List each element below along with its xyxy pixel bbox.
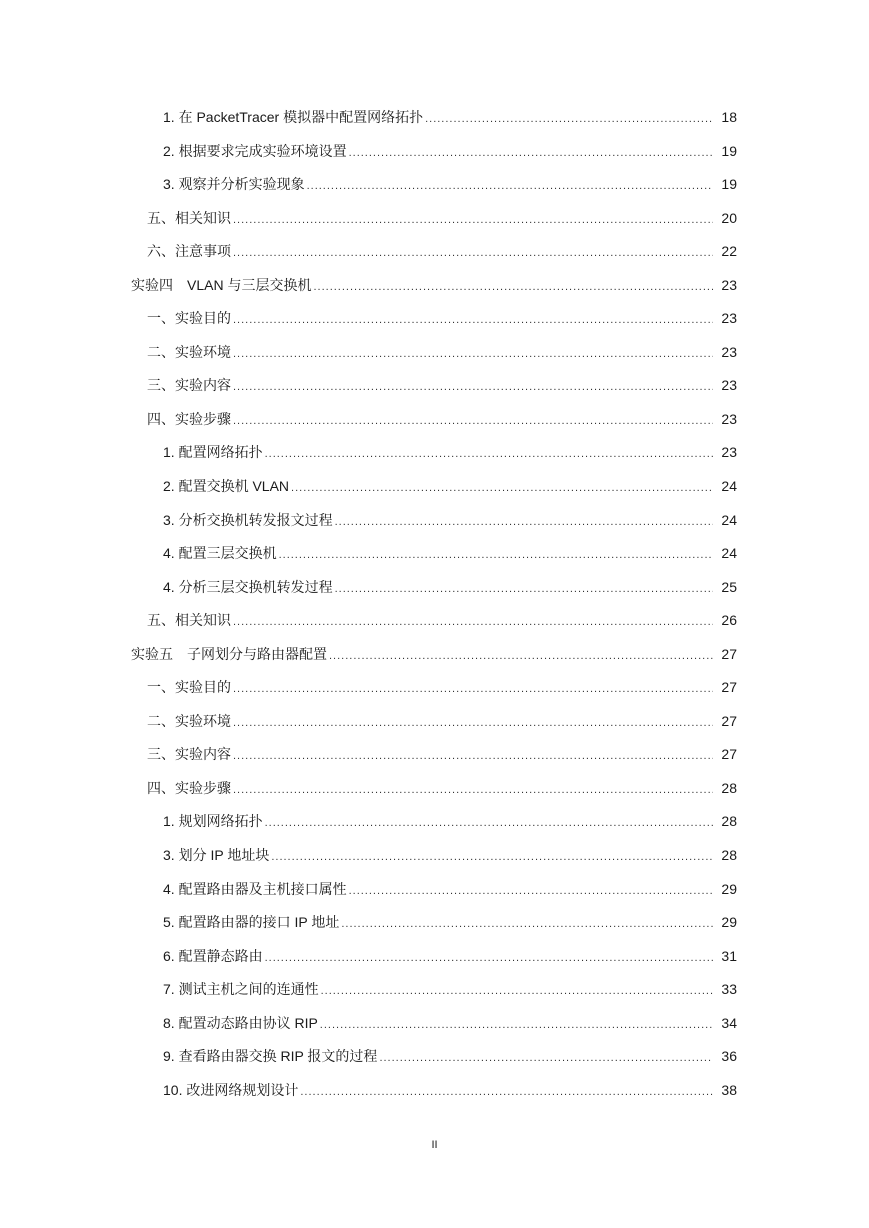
toc-entry-title: 一、实验目的	[147, 310, 231, 327]
toc-dot-leader	[233, 204, 713, 238]
toc-dot-leader	[233, 237, 713, 271]
toc-entry-title: 二、实验环境	[147, 712, 231, 729]
toc-entry-title: 三、实验内容	[147, 746, 231, 763]
toc-entry-page-number: 27	[721, 679, 737, 696]
table-of-contents	[0, 101, 869, 1107]
toc-entry-page-number: 34	[721, 1014, 737, 1031]
toc-entry-title: 4. 分析三层交换机转发过程	[163, 578, 333, 595]
toc-entry[interactable]	[0, 369, 869, 403]
toc-dot-leader	[320, 1009, 713, 1043]
toc-entry-title: 五、相关知识	[147, 209, 231, 226]
toc-entry[interactable]	[0, 738, 869, 772]
toc-entry[interactable]	[0, 1074, 869, 1108]
toc-entry-title: 2. 根据要求完成实验环境设置	[163, 142, 347, 159]
toc-entry[interactable]	[0, 202, 869, 236]
toc-entry-page-number: 20	[721, 209, 737, 226]
toc-entry[interactable]	[0, 403, 869, 437]
toc-entry-title: 7. 测试主机之间的连通性	[163, 981, 319, 998]
toc-dot-leader	[321, 975, 713, 1009]
toc-dot-leader	[265, 807, 713, 841]
toc-entry-title: 3. 观察并分析实验现象	[163, 176, 305, 193]
toc-entry[interactable]	[0, 537, 869, 571]
toc-entry-page-number: 29	[721, 880, 737, 897]
toc-entry-page-number: 23	[721, 310, 737, 327]
toc-entry[interactable]	[0, 940, 869, 974]
toc-entry-title: 4. 配置路由器及主机接口属性	[163, 880, 347, 897]
toc-dot-leader	[271, 841, 713, 875]
toc-entry-page-number: 33	[721, 981, 737, 998]
toc-entry-page-number: 31	[721, 947, 737, 964]
toc-dot-leader	[291, 472, 713, 506]
toc-dot-leader	[233, 304, 713, 338]
toc-dot-leader	[233, 606, 713, 640]
toc-entry[interactable]	[0, 504, 869, 538]
toc-entry[interactable]	[0, 604, 869, 638]
toc-entry-title: 2. 配置交换机 VLAN	[163, 478, 290, 495]
toc-entry[interactable]	[0, 705, 869, 739]
toc-entry-page-number: 18	[721, 109, 737, 125]
toc-dot-leader	[265, 942, 713, 976]
toc-entry-title: 六、注意事项	[147, 243, 231, 260]
toc-dot-leader	[379, 1042, 713, 1076]
toc-entry-page-number: 38	[721, 1081, 737, 1098]
toc-entry-page-number: 24	[721, 511, 737, 528]
toc-entry-title: 二、实验环境	[147, 343, 231, 360]
toc-entry[interactable]	[0, 436, 869, 470]
toc-entry-page-number: 36	[721, 1048, 737, 1065]
toc-dot-leader	[335, 506, 713, 540]
toc-entry-title: 四、实验步骤	[147, 779, 231, 796]
toc-entry-page-number: 24	[721, 478, 737, 495]
toc-entry-page-number: 19	[721, 142, 737, 159]
toc-entry[interactable]	[0, 336, 869, 370]
toc-entry[interactable]	[0, 470, 869, 504]
toc-entry-page-number: 27	[721, 645, 737, 662]
toc-dot-leader	[349, 137, 713, 171]
toc-entry-title: 实验五 子网划分与路由器配置	[131, 645, 327, 662]
toc-entry-title: 三、实验内容	[147, 377, 231, 394]
toc-entry[interactable]	[0, 571, 869, 605]
toc-entry[interactable]	[0, 302, 869, 336]
toc-entry[interactable]	[0, 1040, 869, 1074]
page-number: II	[431, 1139, 438, 1151]
toc-dot-leader	[233, 740, 713, 774]
toc-dot-leader	[233, 707, 713, 741]
toc-entry-title: 3. 划分 IP 地址块	[163, 847, 270, 864]
toc-dot-leader	[307, 170, 713, 204]
toc-entry-page-number: 23	[721, 410, 737, 427]
toc-dot-leader	[233, 338, 713, 372]
toc-entry[interactable]	[0, 671, 869, 705]
toc-entry[interactable]	[0, 235, 869, 269]
toc-entry[interactable]	[0, 135, 869, 169]
toc-entry-title: 3. 分析交换机转发报文过程	[163, 511, 333, 528]
toc-entry[interactable]	[0, 839, 869, 873]
toc-entry-page-number: 23	[721, 343, 737, 360]
toc-entry-page-number: 27	[721, 746, 737, 763]
toc-entry-page-number: 26	[721, 612, 737, 629]
toc-entry-page-number: 23	[721, 444, 737, 461]
toc-entry[interactable]	[0, 772, 869, 806]
toc-dot-leader	[335, 573, 713, 607]
toc-entry-title: 四、实验步骤	[147, 410, 231, 427]
toc-entry[interactable]	[0, 269, 869, 303]
toc-entry-title: 1. 规划网络拓扑	[163, 813, 263, 830]
toc-entry-page-number: 28	[721, 779, 737, 796]
toc-entry[interactable]	[0, 638, 869, 672]
toc-entry[interactable]	[0, 101, 869, 135]
toc-dot-leader	[425, 103, 713, 137]
toc-entry[interactable]	[0, 906, 869, 940]
toc-entry[interactable]	[0, 805, 869, 839]
toc-dot-leader	[233, 405, 713, 439]
toc-entry[interactable]	[0, 973, 869, 1007]
toc-entry-page-number: 19	[721, 176, 737, 193]
toc-entry-title: 5. 配置路由器的接口 IP 地址	[163, 914, 340, 931]
toc-entry[interactable]	[0, 1007, 869, 1041]
toc-entry-title: 4. 配置三层交换机	[163, 545, 277, 562]
toc-entry-title: 1. 在 PacketTracer 模拟器中配置网络拓扑	[163, 109, 424, 125]
toc-dot-leader	[279, 539, 713, 573]
toc-entry[interactable]	[0, 168, 869, 202]
toc-dot-leader	[300, 1076, 713, 1110]
toc-dot-leader	[313, 271, 713, 305]
toc-dot-leader	[329, 640, 713, 674]
toc-dot-leader	[349, 875, 713, 909]
toc-entry-page-number: 29	[721, 914, 737, 931]
toc-entry-page-number: 28	[721, 847, 737, 864]
toc-entry-title: 五、相关知识	[147, 612, 231, 629]
toc-entry-page-number: 25	[721, 578, 737, 595]
toc-entry-title: 8. 配置动态路由协议 RIP	[163, 1014, 318, 1031]
toc-entry-page-number: 22	[721, 243, 737, 260]
toc-entry-title: 6. 配置静态路由	[163, 947, 263, 964]
toc-entry[interactable]	[0, 873, 869, 907]
toc-entry-title: 一、实验目的	[147, 679, 231, 696]
toc-dot-leader	[233, 774, 713, 808]
toc-entry-title: 1. 配置网络拓扑	[163, 444, 263, 461]
toc-dot-leader	[265, 438, 713, 472]
toc-entry-page-number: 28	[721, 813, 737, 830]
toc-entry-page-number: 23	[721, 377, 737, 394]
toc-entry-title: 10. 改进网络规划设计	[163, 1081, 299, 1098]
toc-entry-title: 9. 查看路由器交换 RIP 报文的过程	[163, 1048, 378, 1065]
toc-entry-title: 实验四 VLAN 与三层交换机	[131, 276, 312, 293]
toc-entry-page-number: 24	[721, 545, 737, 562]
toc-dot-leader	[341, 908, 713, 942]
toc-dot-leader	[233, 371, 713, 405]
toc-dot-leader	[233, 673, 713, 707]
toc-entry-page-number: 27	[721, 712, 737, 729]
toc-entry-page-number: 23	[721, 276, 737, 293]
